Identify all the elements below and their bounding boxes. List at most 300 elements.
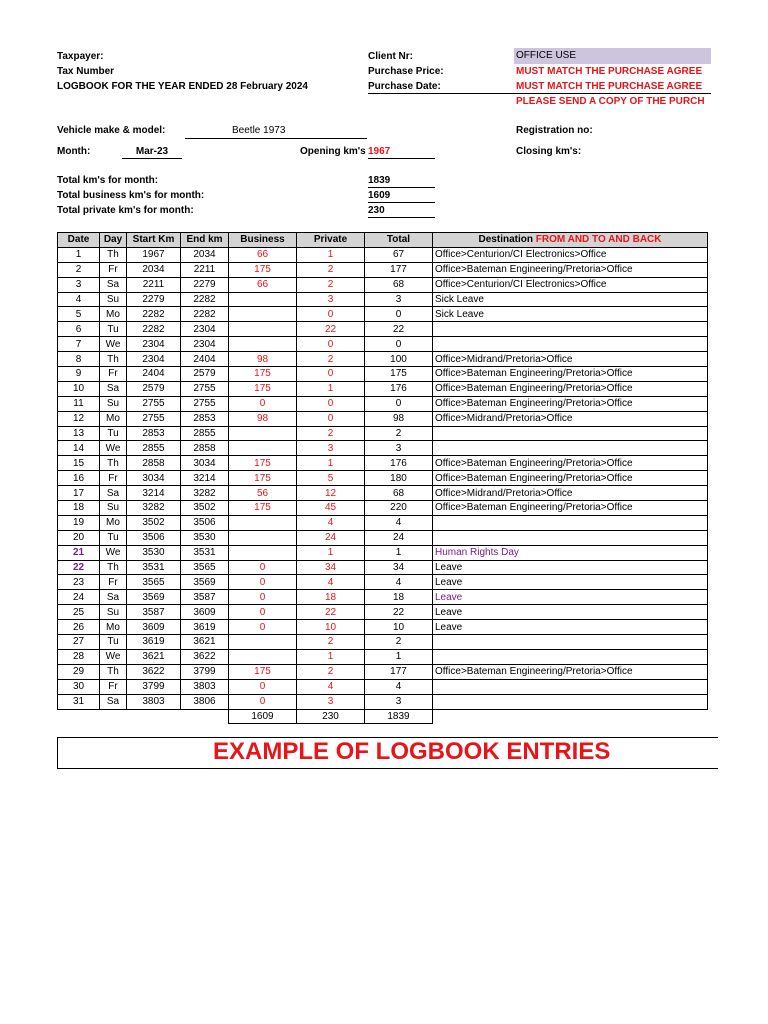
cell-total[interactable]: 34 — [365, 560, 433, 575]
cell-destination[interactable] — [433, 322, 708, 337]
cell-destination[interactable] — [433, 679, 708, 694]
cell-start-km[interactable]: 3803 — [127, 694, 181, 709]
cell-start-km[interactable]: 3621 — [127, 649, 181, 664]
total-km-label: Total km's for month: — [57, 175, 159, 186]
cell-day[interactable]: Tu — [100, 635, 127, 650]
cell-end-km[interactable]: 3619 — [181, 620, 229, 635]
cell-private[interactable]: 1 — [297, 456, 365, 471]
cell-day[interactable]: Mo — [100, 620, 127, 635]
cell-total[interactable]: 0 — [365, 307, 433, 322]
header-destination-label: Destination — [478, 234, 533, 246]
closing-km-label: Closing km's: — [516, 146, 582, 157]
cell-business[interactable]: 175 — [229, 471, 297, 486]
cell-total[interactable]: 176 — [365, 456, 433, 471]
cell-date[interactable]: 17 — [58, 486, 100, 501]
example-banner-text: EXAMPLE OF LOGBOOK ENTRIES — [213, 738, 611, 765]
cell-business[interactable] — [229, 322, 297, 337]
cell-business[interactable] — [229, 426, 297, 441]
cell-start-km[interactable]: 2853 — [127, 426, 181, 441]
cell-end-km[interactable]: 3565 — [181, 560, 229, 575]
cell-private[interactable]: 2 — [297, 262, 365, 277]
cell-start-km[interactable]: 3502 — [127, 515, 181, 530]
cell-date[interactable]: 20 — [58, 530, 100, 545]
cell-business[interactable]: 0 — [229, 620, 297, 635]
cell-total[interactable]: 10 — [365, 620, 433, 635]
cell-end-km[interactable]: 2282 — [181, 307, 229, 322]
cell-end-km[interactable]: 2304 — [181, 322, 229, 337]
cell-end-km[interactable]: 2304 — [181, 337, 229, 352]
cell-total[interactable]: 22 — [365, 605, 433, 620]
cell-business[interactable] — [229, 649, 297, 664]
cell-destination[interactable]: Leave — [433, 575, 708, 590]
cell-end-km[interactable]: 3214 — [181, 471, 229, 486]
vehicle-make-label: Vehicle make & model: — [57, 125, 166, 136]
cell-date[interactable]: 12 — [58, 411, 100, 426]
cell-destination[interactable]: Office>Bateman Engineering/Pretoria>Office — [433, 262, 708, 277]
cell-end-km[interactable]: 2211 — [181, 262, 229, 277]
cell-destination[interactable]: Office>Midrand/Pretoria>Office — [433, 352, 708, 367]
cell-business[interactable]: 175 — [229, 262, 297, 277]
cell-total[interactable]: 177 — [365, 262, 433, 277]
cell-day[interactable]: Su — [100, 292, 127, 307]
cell-start-km[interactable]: 3506 — [127, 530, 181, 545]
cell-end-km[interactable]: 2755 — [181, 381, 229, 396]
cell-start-km[interactable]: 2279 — [127, 292, 181, 307]
cell-start-km[interactable]: 3569 — [127, 590, 181, 605]
cell-destination[interactable] — [433, 515, 708, 530]
table-row — [58, 277, 708, 292]
cell-end-km[interactable]: 2755 — [181, 396, 229, 411]
cell-total[interactable]: 100 — [365, 352, 433, 367]
table-row — [58, 560, 708, 575]
cell-day[interactable]: We — [100, 337, 127, 352]
cell-business[interactable]: 0 — [229, 605, 297, 620]
cell-start-km[interactable]: 3622 — [127, 664, 181, 679]
cell-private[interactable]: 1 — [297, 545, 365, 560]
cell-business[interactable]: 0 — [229, 590, 297, 605]
cell-start-km[interactable]: 3565 — [127, 575, 181, 590]
cell-start-km[interactable]: 2579 — [127, 381, 181, 396]
cell-end-km[interactable]: 3799 — [181, 664, 229, 679]
cell-business[interactable] — [229, 635, 297, 650]
cell-start-km[interactable]: 2755 — [127, 411, 181, 426]
cell-date[interactable]: 30 — [58, 679, 100, 694]
cell-end-km[interactable]: 2034 — [181, 247, 229, 262]
cell-private[interactable]: 22 — [297, 605, 365, 620]
header-day: Day — [100, 233, 127, 248]
opening-km-label: Opening km's — [300, 146, 366, 157]
cell-business[interactable]: 56 — [229, 486, 297, 501]
cell-business[interactable]: 0 — [229, 575, 297, 590]
cell-business[interactable]: 0 — [229, 694, 297, 709]
registration-label: Registration no: — [516, 125, 593, 136]
table-row — [58, 456, 708, 471]
cell-business[interactable]: 98 — [229, 411, 297, 426]
cell-private[interactable]: 1 — [297, 381, 365, 396]
cell-date[interactable]: 26 — [58, 620, 100, 635]
table-row — [58, 694, 708, 709]
cell-day[interactable]: Su — [100, 501, 127, 516]
cell-date[interactable]: 11 — [58, 396, 100, 411]
client-nr-label: Client Nr: — [368, 51, 413, 62]
cell-private[interactable]: 10 — [297, 620, 365, 635]
cell-destination[interactable]: Office>Bateman Engineering/Pretoria>Office — [433, 367, 708, 382]
cell-private[interactable]: 3 — [297, 694, 365, 709]
cell-date[interactable]: 10 — [58, 381, 100, 396]
logbook-title: LOGBOOK FOR THE YEAR ENDED 28 February 2024 — [57, 81, 308, 92]
table-row — [58, 590, 708, 605]
cell-destination[interactable]: Office>Midrand/Pretoria>Office — [433, 411, 708, 426]
cell-business[interactable]: 66 — [229, 247, 297, 262]
cell-day[interactable]: Th — [100, 352, 127, 367]
cell-date[interactable]: 4 — [58, 292, 100, 307]
cell-day[interactable]: Tu — [100, 530, 127, 545]
total-km-value: 1839 — [368, 175, 435, 188]
cell-destination[interactable]: Human Rights Day — [433, 545, 708, 560]
cell-private[interactable]: 0 — [297, 307, 365, 322]
cell-total[interactable]: 1 — [365, 545, 433, 560]
cell-date[interactable]: 25 — [58, 605, 100, 620]
header-business: Business — [229, 233, 297, 248]
cell-date[interactable]: 6 — [58, 322, 100, 337]
cell-private[interactable]: 3 — [297, 292, 365, 307]
cell-date[interactable]: 5 — [58, 307, 100, 322]
cell-date[interactable]: 27 — [58, 635, 100, 650]
vehicle-make-value: Beetle 1973 — [232, 125, 286, 136]
cell-date[interactable]: 15 — [58, 456, 100, 471]
cell-start-km[interactable]: 3282 — [127, 501, 181, 516]
cell-start-km[interactable]: 3034 — [127, 471, 181, 486]
cell-end-km[interactable]: 3531 — [181, 545, 229, 560]
cell-private[interactable]: 4 — [297, 515, 365, 530]
cell-day[interactable]: Su — [100, 396, 127, 411]
cell-destination[interactable] — [433, 441, 708, 456]
cell-private[interactable]: 24 — [297, 530, 365, 545]
cell-date[interactable]: 18 — [58, 501, 100, 516]
cell-total[interactable]: 175 — [365, 367, 433, 382]
cell-destination[interactable] — [433, 649, 708, 664]
cell-start-km[interactable]: 3799 — [127, 679, 181, 694]
cell-private[interactable]: 0 — [297, 367, 365, 382]
cell-end-km[interactable]: 2404 — [181, 352, 229, 367]
cell-private[interactable]: 5 — [297, 471, 365, 486]
cell-day[interactable]: Mo — [100, 411, 127, 426]
cell-business[interactable]: 0 — [229, 560, 297, 575]
cell-start-km[interactable]: 2304 — [127, 337, 181, 352]
cell-business[interactable] — [229, 307, 297, 322]
cell-end-km[interactable]: 2282 — [181, 292, 229, 307]
cell-end-km[interactable]: 3530 — [181, 530, 229, 545]
cell-end-km[interactable]: 3282 — [181, 486, 229, 501]
cell-destination[interactable] — [433, 530, 708, 545]
cell-day[interactable]: Sa — [100, 590, 127, 605]
cell-business[interactable]: 98 — [229, 352, 297, 367]
cell-date[interactable]: 8 — [58, 352, 100, 367]
cell-start-km[interactable]: 1967 — [127, 247, 181, 262]
vehicle-make-field[interactable] — [185, 125, 367, 139]
cell-date[interactable]: 22 — [58, 560, 100, 575]
cell-total[interactable]: 180 — [365, 471, 433, 486]
office-use-box: OFFICE USE — [514, 48, 711, 64]
cell-end-km[interactable]: 3622 — [181, 649, 229, 664]
cell-day[interactable]: Sa — [100, 381, 127, 396]
cell-date[interactable]: 16 — [58, 471, 100, 486]
cell-day[interactable]: Sa — [100, 277, 127, 292]
cell-start-km[interactable]: 2034 — [127, 262, 181, 277]
footer-private: 230 — [297, 709, 365, 724]
cell-day[interactable]: Th — [100, 664, 127, 679]
cell-end-km[interactable]: 3506 — [181, 515, 229, 530]
cell-private[interactable]: 1 — [297, 649, 365, 664]
cell-private[interactable]: 2 — [297, 635, 365, 650]
cell-end-km[interactable]: 2858 — [181, 441, 229, 456]
cell-total[interactable]: 176 — [365, 381, 433, 396]
cell-destination[interactable]: Leave — [433, 620, 708, 635]
cell-date[interactable]: 7 — [58, 337, 100, 352]
cell-private[interactable]: 12 — [297, 486, 365, 501]
cell-start-km[interactable]: 2282 — [127, 322, 181, 337]
cell-business[interactable] — [229, 441, 297, 456]
cell-start-km[interactable]: 2282 — [127, 307, 181, 322]
table-row — [58, 352, 708, 367]
cell-end-km[interactable]: 3609 — [181, 605, 229, 620]
cell-business[interactable]: 175 — [229, 456, 297, 471]
cell-day[interactable]: We — [100, 649, 127, 664]
cell-destination[interactable]: Sick Leave — [433, 292, 708, 307]
cell-destination[interactable]: Leave — [433, 605, 708, 620]
cell-private[interactable]: 2 — [297, 426, 365, 441]
cell-day[interactable]: Su — [100, 605, 127, 620]
table-row — [58, 664, 708, 679]
cell-total[interactable]: 4 — [365, 515, 433, 530]
table-row — [58, 247, 708, 262]
logbook-table — [57, 232, 708, 724]
cell-total[interactable]: 68 — [365, 277, 433, 292]
cell-total[interactable]: 1 — [365, 649, 433, 664]
cell-start-km[interactable]: 3530 — [127, 545, 181, 560]
cell-date[interactable]: 21 — [58, 545, 100, 560]
total-business-value: 1609 — [368, 190, 435, 203]
cell-day[interactable]: Sa — [100, 694, 127, 709]
cell-private[interactable]: 45 — [297, 501, 365, 516]
cell-day[interactable]: We — [100, 441, 127, 456]
cell-day[interactable]: Th — [100, 456, 127, 471]
cell-total[interactable]: 98 — [365, 411, 433, 426]
cell-total[interactable]: 3 — [365, 292, 433, 307]
cell-date[interactable]: 29 — [58, 664, 100, 679]
cell-end-km[interactable]: 3803 — [181, 679, 229, 694]
cell-date[interactable]: 3 — [58, 277, 100, 292]
total-private-value: 230 — [368, 205, 435, 218]
cell-end-km[interactable]: 3587 — [181, 590, 229, 605]
cell-day[interactable]: Th — [100, 560, 127, 575]
table-row — [58, 322, 708, 337]
cell-business[interactable]: 0 — [229, 396, 297, 411]
cell-destination[interactable]: Office>Bateman Engineering/Pretoria>Office — [433, 501, 708, 516]
cell-destination[interactable] — [433, 635, 708, 650]
cell-business[interactable] — [229, 337, 297, 352]
cell-total[interactable]: 0 — [365, 337, 433, 352]
cell-day[interactable]: Mo — [100, 515, 127, 530]
cell-day[interactable]: Sa — [100, 486, 127, 501]
cell-business[interactable]: 175 — [229, 367, 297, 382]
cell-end-km[interactable]: 3034 — [181, 456, 229, 471]
cell-total[interactable]: 67 — [365, 247, 433, 262]
cell-total[interactable]: 177 — [365, 664, 433, 679]
cell-business[interactable] — [229, 545, 297, 560]
table-row — [58, 575, 708, 590]
cell-private[interactable]: 3 — [297, 441, 365, 456]
cell-start-km[interactable]: 2304 — [127, 352, 181, 367]
totals-row — [58, 709, 708, 724]
cell-destination[interactable] — [433, 694, 708, 709]
cell-day[interactable]: Tu — [100, 322, 127, 337]
cell-start-km[interactable]: 3531 — [127, 560, 181, 575]
cell-day[interactable]: Th — [100, 247, 127, 262]
cell-end-km[interactable]: 2855 — [181, 426, 229, 441]
cell-private[interactable]: 2 — [297, 277, 365, 292]
cell-total[interactable]: 2 — [365, 426, 433, 441]
cell-destination[interactable] — [433, 337, 708, 352]
footer-blank — [433, 709, 708, 724]
table-row — [58, 545, 708, 560]
cell-date[interactable]: 14 — [58, 441, 100, 456]
cell-day[interactable]: Mo — [100, 307, 127, 322]
cell-end-km[interactable]: 2279 — [181, 277, 229, 292]
cell-day[interactable]: Tu — [100, 426, 127, 441]
cell-destination[interactable]: Office>Bateman Engineering/Pretoria>Office — [433, 664, 708, 679]
cell-day[interactable]: Fr — [100, 575, 127, 590]
warning-purchase-price: MUST MATCH THE PURCHASE AGREE — [516, 66, 703, 77]
header-destination-note: FROM AND TO AND BACK — [535, 234, 662, 246]
cell-day[interactable]: Fr — [100, 471, 127, 486]
cell-destination[interactable]: Leave — [433, 560, 708, 575]
cell-total[interactable]: 18 — [365, 590, 433, 605]
header-date: Date — [58, 233, 100, 248]
cell-total[interactable]: 2 — [365, 635, 433, 650]
cell-start-km[interactable]: 2404 — [127, 367, 181, 382]
cell-end-km[interactable]: 3806 — [181, 694, 229, 709]
cell-private[interactable]: 2 — [297, 352, 365, 367]
table-row — [58, 307, 708, 322]
header-end-km: End km — [181, 233, 229, 248]
cell-start-km[interactable]: 3609 — [127, 620, 181, 635]
cell-start-km[interactable]: 3587 — [127, 605, 181, 620]
cell-end-km[interactable]: 3621 — [181, 635, 229, 650]
cell-date[interactable]: 19 — [58, 515, 100, 530]
cell-destination[interactable]: Office>Bateman Engineering/Pretoria>Office — [433, 456, 708, 471]
cell-start-km[interactable]: 2858 — [127, 456, 181, 471]
cell-business[interactable] — [229, 515, 297, 530]
cell-business[interactable]: 0 — [229, 679, 297, 694]
cell-date[interactable]: 13 — [58, 426, 100, 441]
cell-day[interactable]: We — [100, 545, 127, 560]
cell-total[interactable]: 0 — [365, 396, 433, 411]
cell-destination[interactable]: Office>Bateman Engineering/Pretoria>Office — [433, 396, 708, 411]
cell-destination[interactable] — [433, 426, 708, 441]
cell-date[interactable]: 1 — [58, 247, 100, 262]
table-row — [58, 337, 708, 352]
cell-total[interactable]: 3 — [365, 694, 433, 709]
cell-total[interactable]: 24 — [365, 530, 433, 545]
cell-private[interactable]: 0 — [297, 337, 365, 352]
cell-business[interactable]: 175 — [229, 664, 297, 679]
cell-business[interactable] — [229, 530, 297, 545]
cell-date[interactable]: 24 — [58, 590, 100, 605]
cell-start-km[interactable]: 3619 — [127, 635, 181, 650]
warning-purchase-date: MUST MATCH THE PURCHASE AGREE — [516, 81, 703, 92]
cell-destination[interactable]: Office>Bateman Engineering/Pretoria>Office — [433, 381, 708, 396]
cell-private[interactable]: 22 — [297, 322, 365, 337]
cell-date[interactable]: 31 — [58, 694, 100, 709]
month-value: Mar-23 — [135, 146, 169, 157]
cell-date[interactable]: 2 — [58, 262, 100, 277]
cell-private[interactable]: 4 — [297, 575, 365, 590]
cell-date[interactable]: 28 — [58, 649, 100, 664]
cell-total[interactable]: 22 — [365, 322, 433, 337]
cell-destination[interactable]: Office>Midrand/Pretoria>Office — [433, 486, 708, 501]
taxpayer-label: Taxpayer: — [57, 51, 104, 62]
cell-end-km[interactable]: 3502 — [181, 501, 229, 516]
opening-km-field[interactable] — [368, 146, 435, 159]
cell-private[interactable]: 0 — [297, 396, 365, 411]
cell-private[interactable]: 34 — [297, 560, 365, 575]
cell-business[interactable]: 175 — [229, 381, 297, 396]
cell-business[interactable]: 66 — [229, 277, 297, 292]
cell-total[interactable]: 4 — [365, 679, 433, 694]
cell-end-km[interactable]: 3569 — [181, 575, 229, 590]
table-row — [58, 292, 708, 307]
tax-number-label: Tax Number — [57, 66, 115, 77]
cell-end-km[interactable]: 2853 — [181, 411, 229, 426]
cell-total[interactable]: 4 — [365, 575, 433, 590]
cell-date[interactable]: 23 — [58, 575, 100, 590]
cell-destination[interactable]: Leave — [433, 590, 708, 605]
cell-destination[interactable]: Office>Centurion/CI Electronics>Office — [433, 247, 708, 262]
cell-start-km[interactable]: 2211 — [127, 277, 181, 292]
cell-total[interactable]: 3 — [365, 441, 433, 456]
cell-private[interactable]: 2 — [297, 664, 365, 679]
cell-total[interactable]: 68 — [365, 486, 433, 501]
footer-total: 1839 — [365, 709, 433, 724]
month-field[interactable] — [122, 146, 182, 159]
table-row — [58, 441, 708, 456]
cell-business[interactable] — [229, 292, 297, 307]
cell-start-km[interactable]: 3214 — [127, 486, 181, 501]
cell-total[interactable]: 220 — [365, 501, 433, 516]
cell-start-km[interactable]: 2855 — [127, 441, 181, 456]
cell-destination[interactable]: Sick Leave — [433, 307, 708, 322]
cell-day[interactable]: Fr — [100, 679, 127, 694]
cell-business[interactable]: 175 — [229, 501, 297, 516]
cell-private[interactable]: 0 — [297, 411, 365, 426]
cell-day[interactable]: Fr — [100, 262, 127, 277]
purchase-date-label: Purchase Date: — [368, 81, 441, 92]
cell-start-km[interactable]: 2755 — [127, 396, 181, 411]
table-row — [58, 396, 708, 411]
cell-day[interactable]: Fr — [100, 367, 127, 382]
table-row — [58, 679, 708, 694]
cell-date[interactable]: 9 — [58, 367, 100, 382]
cell-destination[interactable]: Office>Bateman Engineering/Pretoria>Office — [433, 471, 708, 486]
opening-km-value: 1967 — [368, 146, 391, 157]
table-row — [58, 620, 708, 635]
cell-end-km[interactable]: 2579 — [181, 367, 229, 382]
cell-private[interactable]: 4 — [297, 679, 365, 694]
cell-private[interactable]: 18 — [297, 590, 365, 605]
cell-destination[interactable]: Office>Centurion/CI Electronics>Office — [433, 277, 708, 292]
cell-private[interactable]: 1 — [297, 247, 365, 262]
